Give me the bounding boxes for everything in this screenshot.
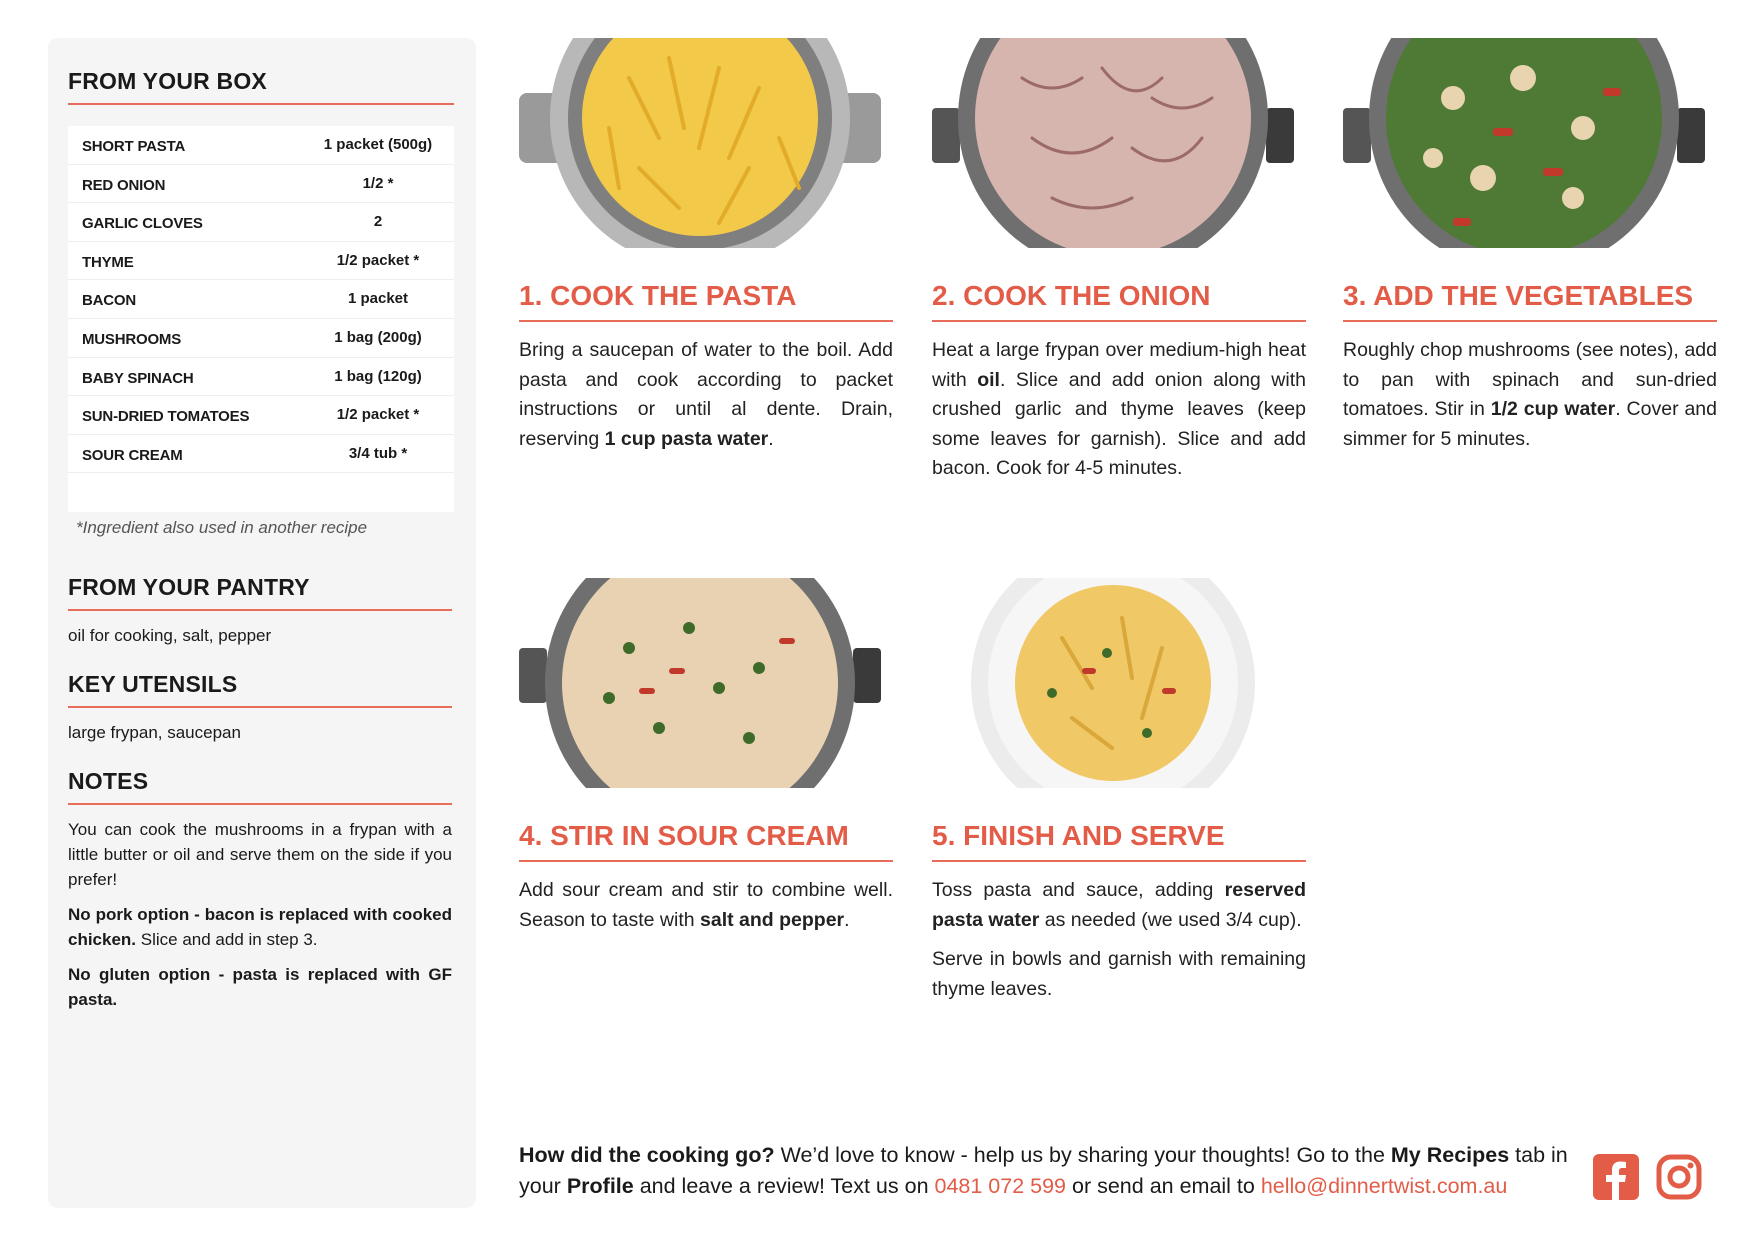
- utensils-text: large frypan, saucepan: [68, 723, 241, 742]
- text-span: or send an email to: [1066, 1174, 1261, 1198]
- step-1-title: 1. COOK THE PASTA: [519, 280, 893, 322]
- email-link[interactable]: hello@dinnertwist.com.au: [1260, 1174, 1508, 1198]
- ingredient-row: [68, 358, 454, 397]
- ingredient-name: MUSHROOMS: [82, 330, 182, 348]
- step-1-text: [519, 336, 893, 454]
- text-span: .: [768, 427, 774, 450]
- ingredient-name: THYME: [82, 253, 134, 271]
- note-no-gluten: [68, 962, 452, 1012]
- notes-section: [68, 768, 452, 1012]
- text-span: Roughly chop mushrooms (see notes), add to pan with spinach and sun-dried tomatoes. Stir in: [1343, 339, 1717, 420]
- box-heading: FROM YOUR BOX: [68, 68, 454, 105]
- feedback-footer: [519, 1140, 1589, 1202]
- ingredient-row: [68, 319, 454, 358]
- ingredients-table: [68, 126, 454, 512]
- onion-pan-image: [932, 38, 1294, 248]
- text-span: Heat a large frypan over medium-high heat with: [932, 339, 1306, 391]
- facebook-icon[interactable]: [1593, 1154, 1639, 1200]
- text-span: . Slice and add onion along with crushed garlic and thyme leaves (keep some leaves for garnish). Slice and add bacon. Cook for 4-5 minutes.: [932, 368, 1306, 479]
- step-4-title: 4. STIR IN SOUR CREAM: [519, 820, 893, 862]
- box-section: [68, 68, 454, 105]
- step-4-text: [519, 876, 893, 935]
- ingredient-name: BACON: [82, 292, 136, 310]
- pasta-pot-image: [519, 38, 881, 248]
- text-bold: salt and pepper: [700, 908, 845, 931]
- ingredient-qty: 3/4 tub *: [348, 444, 408, 462]
- step-3: [1343, 38, 1717, 454]
- step-5-serve-text: Serve in bowls and garnish with remaining thyme leaves.: [932, 948, 1306, 1000]
- step-3-title: 3. ADD THE VEGETABLES: [1343, 280, 1717, 322]
- ingredient-row: [68, 280, 454, 319]
- ingredient-qty: 1 packet: [347, 290, 409, 308]
- ingredient-qty: 2: [373, 213, 383, 231]
- note-no-pork-rest: Slice and add in step 3.: [136, 930, 318, 949]
- pantry-section: [68, 574, 452, 648]
- pasta-bowl-image: [932, 578, 1294, 788]
- ingredient-row: [68, 203, 454, 242]
- text-bold: reserved pasta water: [932, 879, 1306, 931]
- ingredient-qty: 1/2 packet *: [336, 406, 420, 424]
- footer-question: How did the cooking go?: [519, 1143, 775, 1167]
- step-5-text: [932, 876, 1306, 935]
- utensils-section: [68, 671, 452, 745]
- ingredient-row: [68, 126, 454, 165]
- note-no-gluten-bold: No gluten option - pasta is replaced with GF pasta.: [68, 965, 452, 1009]
- pantry-text: oil for cooking, salt, pepper: [68, 626, 272, 645]
- vegetables-pan-image: [1343, 38, 1705, 248]
- text-span: as needed (we used 3/4 cup).: [1039, 908, 1302, 931]
- text-bold: 1/2 cup water: [1490, 398, 1616, 420]
- step-1-photo: [519, 38, 881, 248]
- ingredient-name: SUN-DRIED TOMATOES: [82, 408, 250, 426]
- ingredient-name: SHORT PASTA: [82, 138, 186, 155]
- step-3-text: [1343, 336, 1717, 454]
- my-recipes-label: My Recipes: [1390, 1143, 1510, 1167]
- step-4-photo: [519, 578, 881, 788]
- step-5-photo: [932, 578, 1294, 788]
- ingredient-qty: 1 bag (120g): [334, 367, 422, 385]
- ingredient-qty: 1 bag (200g): [334, 328, 422, 346]
- ingredient-name: GARLIC CLOVES: [82, 215, 203, 233]
- ingredient-row: [68, 242, 454, 281]
- text-span: Add sour cream and stir to combine well. Season to taste with: [519, 879, 893, 931]
- ingredient-qty: 1 packet (500g): [323, 136, 433, 153]
- pantry-heading: FROM YOUR PANTRY: [68, 574, 452, 611]
- note-mushrooms: You can cook the mushrooms in a frypan with a little butter or oil and serve them on the side if you prefer!: [68, 820, 452, 889]
- ingredient-name: RED ONION: [82, 176, 166, 194]
- sour-cream-pan-image: [519, 578, 881, 788]
- phone-link[interactable]: 0481 072 599: [934, 1174, 1067, 1198]
- step-2-title: 2. COOK THE ONION: [932, 280, 1306, 322]
- text-span: tab in your: [519, 1143, 1568, 1198]
- ingredient-name: SOUR CREAM: [82, 446, 183, 464]
- text-span: We’d love to know - help us by sharing your thoughts! Go to the: [774, 1143, 1391, 1167]
- note-no-pork: [68, 902, 452, 952]
- ingredient-qty: 1/2 *: [362, 174, 394, 192]
- ingredient-name: BABY SPINACH: [82, 369, 194, 387]
- step-2-photo: [932, 38, 1294, 248]
- ingredients-panel: [48, 38, 476, 1208]
- text-span: . Cover and simmer for 5 minutes.: [1343, 398, 1717, 450]
- ingredient-qty: 1/2 packet *: [336, 251, 420, 269]
- profile-label: Profile: [566, 1174, 634, 1198]
- step-2-text: [932, 336, 1306, 484]
- instagram-icon[interactable]: [1656, 1154, 1702, 1200]
- text-span: and leave a review! Text us on: [633, 1174, 935, 1198]
- text-bold: 1 cup pasta water: [604, 427, 769, 450]
- ingredient-row: [68, 165, 454, 204]
- text-span: Bring a saucepan of water to the boil. Add pasta and cook according to packet instructions or until al dente. Drain, reserving: [519, 339, 893, 450]
- text-span: Toss pasta and sauce, adding: [932, 879, 1225, 901]
- notes-heading: NOTES: [68, 768, 452, 805]
- step-2: [932, 38, 1306, 484]
- step-4: [519, 578, 893, 935]
- step-5-title: 5. FINISH AND SERVE: [932, 820, 1306, 862]
- ingredient-row: [68, 435, 454, 474]
- utensils-heading: KEY UTENSILS: [68, 671, 452, 708]
- ingredient-row: [68, 396, 454, 435]
- text-span: .: [844, 908, 850, 931]
- text-bold: oil: [977, 368, 1000, 391]
- note-no-pork-bold: No pork option - bacon is replaced with cooked chicken.: [68, 905, 452, 949]
- step-5: [932, 578, 1306, 1004]
- step-3-photo: [1343, 38, 1705, 248]
- ingredient-footnote: *Ingredient also used in another recipe: [76, 518, 368, 537]
- step-1: [519, 38, 893, 454]
